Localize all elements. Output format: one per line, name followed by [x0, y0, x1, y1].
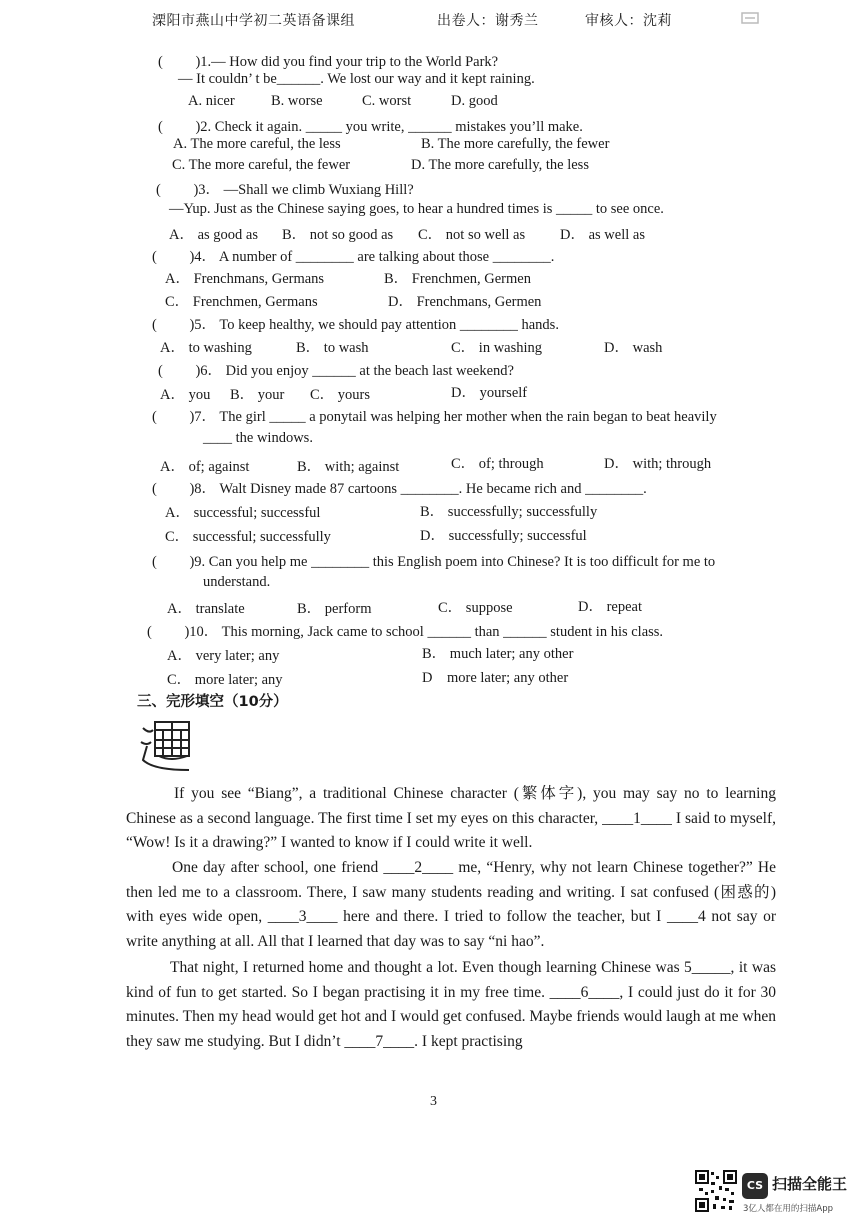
question-stem-continued: ____ the windows.: [203, 430, 313, 446]
header-reviewer: 审核人：沈莉: [585, 13, 672, 29]
question-stem: The girl _____ a ponytail was helping her mother when the rain began to beat heavily: [219, 409, 717, 425]
option: C． in washing: [451, 340, 543, 356]
passage-paragraph-2: One day after school, one friend ____2____ me, “Henry, why not learn Chinese together?” He then led me to a classroom. There, I saw many students reading and writing. I sat confused (困惑的) with eyes wide open, ____3____ here and there. I tried to follow the teacher, but I ____4 not say or write anything at all. All that I learned that day was to say “ni hao”.: [126, 859, 776, 950]
question-7: ( )7． The girl _____ a ponytail was helping her mother when the rain began to beat heavily: [152, 409, 717, 425]
option: D． repeat: [578, 599, 643, 615]
scan-mark-icon: [740, 10, 762, 26]
question-10: ( )10． This morning, Jack came to school ______ than ______ student in his class.: [147, 624, 664, 640]
option: D． as well as: [560, 227, 645, 243]
header-school: 溧阳市燕山中学初二英语备课组: [152, 13, 355, 29]
question-stem: A number of ________ are talking about those ________.: [218, 249, 555, 265]
question-3: ( )3． —Shall we climb Wuxiang Hill?: [156, 182, 414, 198]
option: A． you: [160, 387, 211, 403]
option: D． Frenchmans, Germen: [388, 294, 542, 310]
question-stem: Walt Disney made 87 cartoons ________. He became rich and ________.: [219, 481, 647, 497]
qr-code-icon: [695, 1170, 737, 1212]
option: C． suppose: [438, 600, 513, 616]
question-number: 9.: [194, 554, 206, 570]
option: A． of; against: [160, 459, 250, 475]
question-stem: Can you help me ________ this English poem into Chinese? It is too difficult for me to: [208, 554, 716, 570]
option: C． successful; successfully: [165, 529, 331, 545]
question-stem: —Shall we climb Wuxiang Hill?: [223, 182, 414, 198]
passage-paragraph-1: If you see “Biang”, a traditional Chinese character (繁体字), you may say no to learning Chinese as a second language. The first time I set my eyes on this character, ____1____ I said to myself, “Wow! Is it a drawing?” I wanted to know if I could write it well.: [126, 785, 776, 852]
option: A. nicer: [188, 93, 235, 109]
option: C. worst: [362, 93, 412, 109]
passage-paragraph-3: That night, I returned home and thought a lot. Even though learning Chinese was 5_____, it was kind of fun to get started. So I began practising it in my free time. ____6____, I could just do it for 30 minutes. Then my head would get hot and I would get confused. Maybe friends would laugh at me when they saw me studying. But I didn’t ____7____. I kept practising: [126, 959, 776, 1050]
question-stem-continued: —Yup. Just as the Chinese saying goes, to hear a hundred times is _____ to see once.: [169, 201, 664, 217]
option: A. The more careful, the less: [173, 136, 341, 152]
question-1: ( )1.— How did you find your trip to the World Park?: [158, 54, 499, 70]
question-2: ( )2. Check it again. _____ you write, ______ mistakes you’ll make.: [158, 119, 583, 135]
option: A． translate: [167, 601, 245, 617]
option: B. The more carefully, the fewer: [421, 136, 610, 152]
header-author: 出卷人：谢秀兰: [437, 13, 539, 29]
question-5: ( )5． To keep healthy, we should pay attention ________ hands.: [152, 317, 559, 333]
camscanner-logo-icon: CS: [742, 1173, 768, 1199]
question-stem-continued: — It couldn’ t be______. We lost our way and it kept raining.: [178, 71, 535, 87]
option: D． with; through: [604, 456, 712, 472]
option: D． yourself: [451, 385, 528, 401]
question-6: ( )6． Did you enjoy ______ at the beach last weekend?: [158, 363, 514, 379]
question-4: ( )4． A number of ________ are talking about those ________.: [152, 249, 555, 265]
option: C． not so well as: [418, 227, 526, 243]
option: A． as good as: [169, 227, 259, 243]
option: D. The more carefully, the less: [411, 157, 589, 173]
option: D． wash: [604, 340, 663, 356]
biang-character-image: [137, 716, 195, 776]
option: A． very later; any: [167, 648, 280, 664]
option: B． not so good as: [282, 227, 394, 243]
section-title: 三、完形填空（10分）: [137, 694, 288, 710]
option: D． successfully; successful: [420, 528, 587, 544]
option: D. good: [451, 93, 498, 109]
question-stem-continued: understand.: [203, 574, 271, 590]
question-number: 3．: [198, 182, 221, 198]
question-number: 10．: [189, 624, 219, 640]
option: B． with; against: [297, 459, 400, 475]
option: B. worse: [271, 93, 323, 109]
option: D more later; any other: [422, 670, 569, 686]
option: C． Frenchmen, Germans: [165, 294, 318, 310]
option: B． to wash: [296, 340, 369, 356]
option: A． successful; successful: [165, 505, 321, 521]
option: C． more later; any: [167, 672, 283, 688]
question-number: 6．: [200, 363, 223, 379]
question-stem: Did you enjoy ______ at the beach last weekend?: [225, 363, 514, 379]
option: C. The more careful, the fewer: [172, 157, 351, 173]
option: A． to washing: [160, 340, 252, 356]
option: B． Frenchmen, Germen: [384, 271, 531, 287]
question-stem: To keep healthy, we should pay attention ________ hands.: [219, 317, 559, 333]
question-number: 8．: [194, 481, 217, 497]
option: B． perform: [297, 601, 372, 617]
question-9: ( )9. Can you help me ________ this English poem into Chinese? It is too difficult for me to: [152, 554, 716, 570]
option: B． much later; any other: [422, 646, 574, 662]
option: C． yours: [310, 387, 371, 403]
page-number: 3: [430, 1094, 437, 1109]
question-number: 1.—: [200, 54, 226, 70]
question-number: 4．: [194, 249, 217, 265]
option: A． Frenchmans, Germans: [165, 271, 325, 287]
option: B． your: [230, 387, 285, 403]
question-number: 2.: [200, 119, 212, 135]
option: C． of; through: [451, 456, 544, 472]
question-stem: This morning, Jack came to school ______ than ______ student in his class.: [221, 624, 664, 640]
question-stem: How did you find your trip to the World Park?: [229, 54, 499, 70]
question-number: 7．: [194, 409, 217, 425]
question-8: ( )8． Walt Disney made 87 cartoons ________. He became rich and ________.: [152, 481, 647, 497]
app-tagline: 3亿人都在用的扫描App: [743, 1204, 834, 1214]
app-name: 扫描全能王: [772, 1175, 848, 1193]
option: B． successfully; successfully: [420, 504, 598, 520]
question-number: 5．: [194, 317, 217, 333]
question-stem: Check it again. _____ you write, ______ mistakes you’ll make.: [214, 119, 583, 135]
